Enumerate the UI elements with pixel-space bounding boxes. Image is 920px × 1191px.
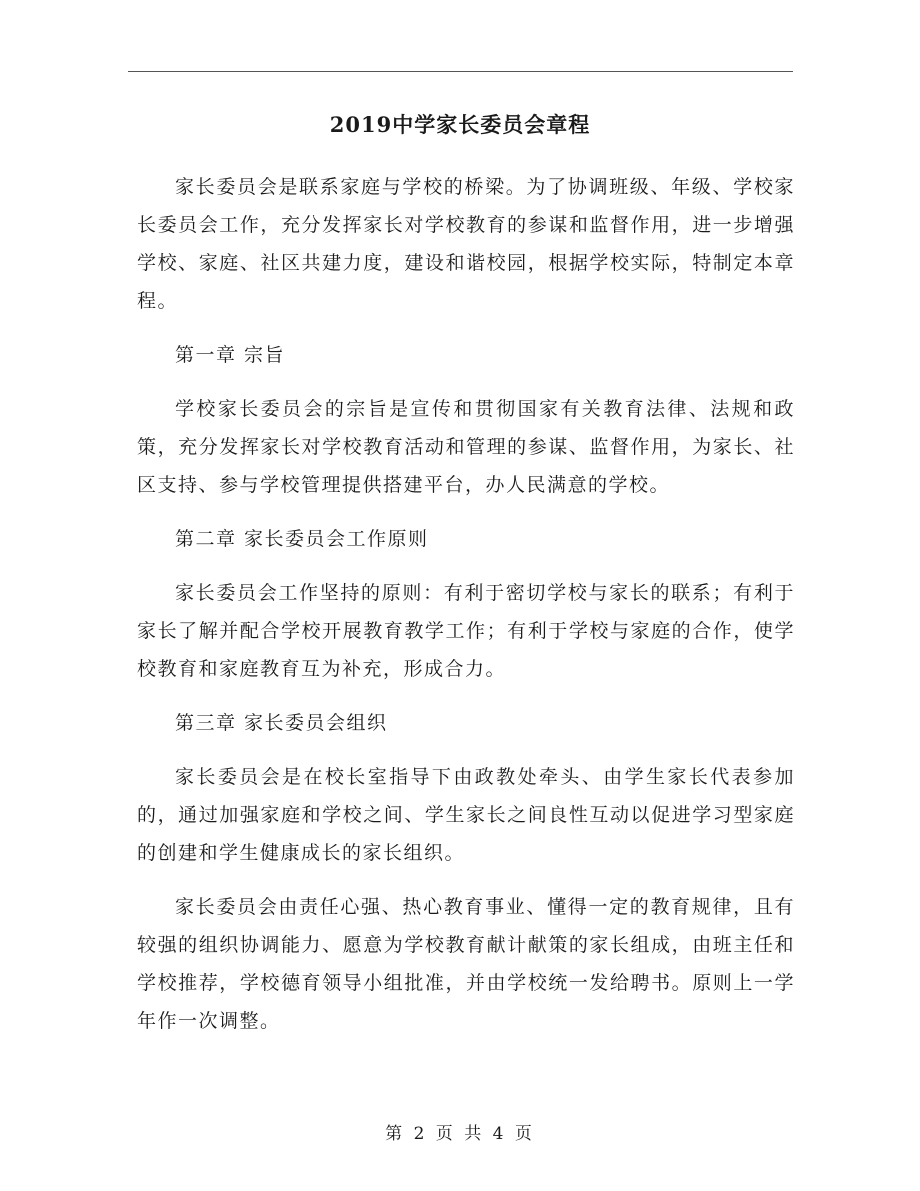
chapter-heading-2: 第二章 家长委员会工作原则 [175,528,429,550]
header-rule [128,71,793,72]
document-title: 2019中学家长委员会章程 [329,112,591,137]
paragraph-purpose: 学校家长委员会的宗旨是宣传和贯彻国家有关教育法律、法规和政策，充分发挥家长对学校教育活动和管理的参谋、监督作用，为家长、社区支持、参与学校管理提供搭建平台，办人民满意的学校。 [137,398,795,496]
paragraph-intro: 家长委员会是联系家庭与学校的桥梁。为了协调班级、年级、学校家长委员会工作，充分发挥家长对学校教育的参谋和监督作用，进一步增强学校、家庭、社区共建力度，建设和谐校园，根据学校实际，特制定本章程。 [137,176,795,312]
paragraph-principles: 家长委员会工作坚持的原则：有利于密切学校与家长的联系；有利于家长了解并配合学校开展教育教学工作；有利于学校与家庭的合作，使学校教育和家庭教育互为补充，形成合力。 [137,582,795,680]
chapter-heading-3: 第三章 家长委员会组织 [175,712,388,734]
paragraph-membership: 家长委员会由责任心强、热心教育事业、懂得一定的教育规律，且有较强的组织协调能力、愿意为学校教育献计献策的家长组成，由班主任和学校推荐，学校德育领导小组批准，并由学校统一发给聘书。原则上一学年作一次调整。 [137,896,795,1032]
page-number: 第 2 页 共 4 页 [385,1124,535,1144]
paragraph-organization: 家长委员会是在校长室指导下由政教处牵头、由学生家长代表参加的，通过加强家庭和学校之间、学生家长之间良性互动以促进学习型家庭的创建和学生健康成长的家长组织。 [137,766,795,864]
chapter-heading-1: 第一章 宗旨 [175,344,286,366]
document-body [137,168,795,1056]
